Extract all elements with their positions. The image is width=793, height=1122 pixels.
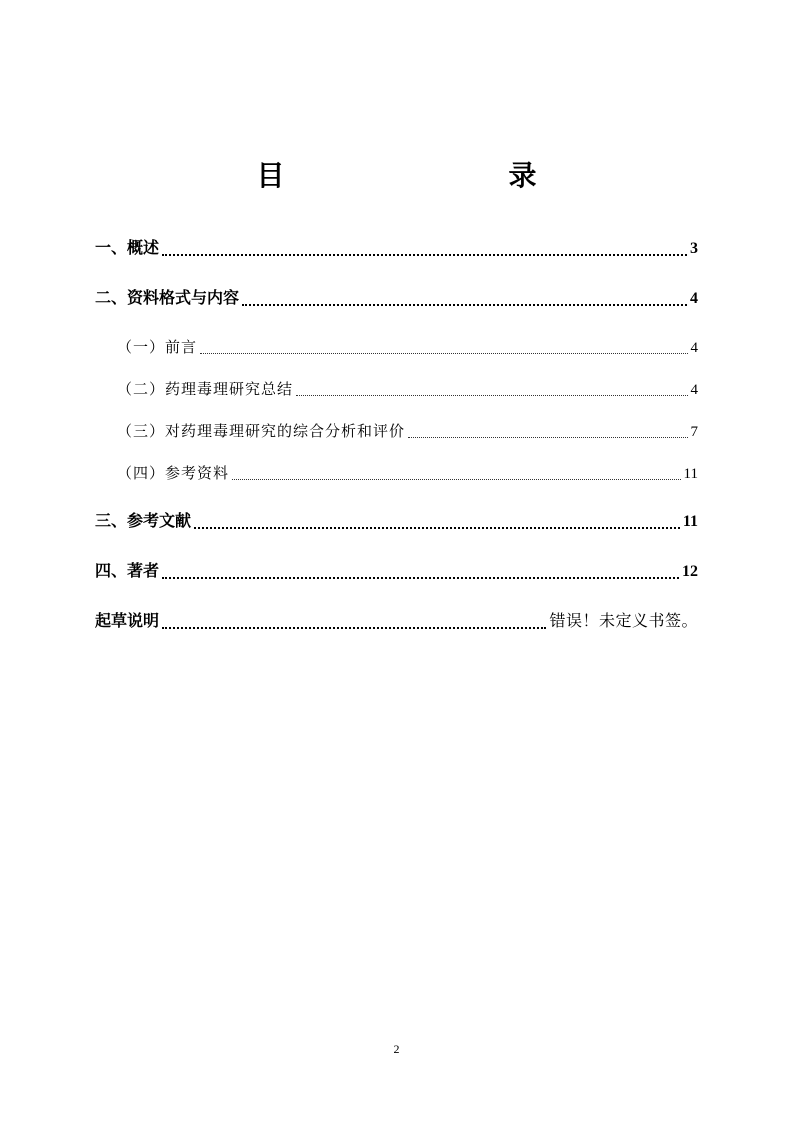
- toc-entry-label: （三）对药理毒理研究的综合分析和评价: [117, 422, 406, 440]
- toc-entry-page: 11: [683, 466, 698, 482]
- toc-entry-label: （一）前言: [117, 338, 198, 356]
- toc-entry-pharm-tox-analysis[interactable]: [117, 419, 698, 443]
- toc-entry-authors[interactable]: [95, 559, 698, 583]
- toc-entry-label: 三、参考文献: [95, 511, 192, 530]
- dot-leader: [232, 478, 681, 480]
- toc-entry-page-error: 错误！未定义书签。: [549, 611, 698, 630]
- toc-entry-page: 4: [690, 382, 698, 398]
- toc-entry-page: 3: [690, 240, 698, 257]
- toc-entry-label: 四、著者: [95, 561, 160, 580]
- toc-entry-label: （二）药理毒理研究总结: [117, 380, 294, 398]
- toc-title: 目 录: [256, 159, 593, 192]
- dot-leader: [162, 626, 546, 629]
- toc-entry-label: 起草说明: [95, 611, 160, 630]
- page-number: 2: [393, 1042, 400, 1056]
- toc-entry-page: 11: [682, 513, 698, 530]
- toc-entry-overview[interactable]: [95, 236, 698, 260]
- toc-entry-label: （四）参考资料: [117, 464, 230, 482]
- toc-entry-pharm-tox-summary[interactable]: [117, 377, 698, 401]
- toc-entry-reference-materials[interactable]: [117, 461, 698, 485]
- toc-entry-drafting-notes[interactable]: [95, 609, 698, 633]
- toc-entry-page: 4: [690, 340, 698, 356]
- toc-entry-label: 二、资料格式与内容: [95, 288, 240, 307]
- toc-entry-format-content[interactable]: [95, 286, 698, 310]
- toc-entry-page: 12: [682, 563, 698, 580]
- dot-leader: [162, 253, 687, 256]
- dot-leader: [296, 394, 687, 396]
- dot-leader: [242, 303, 687, 306]
- toc-entry-references[interactable]: [95, 509, 698, 533]
- toc-entry-page: 4: [690, 290, 698, 307]
- toc-entry-page: 7: [690, 424, 698, 440]
- toc-entry-preface[interactable]: [117, 335, 698, 359]
- dot-leader: [162, 576, 679, 579]
- toc-entry-label: 一、概述: [95, 238, 160, 257]
- dot-leader: [408, 436, 687, 438]
- dot-leader: [194, 526, 680, 529]
- dot-leader: [200, 352, 687, 354]
